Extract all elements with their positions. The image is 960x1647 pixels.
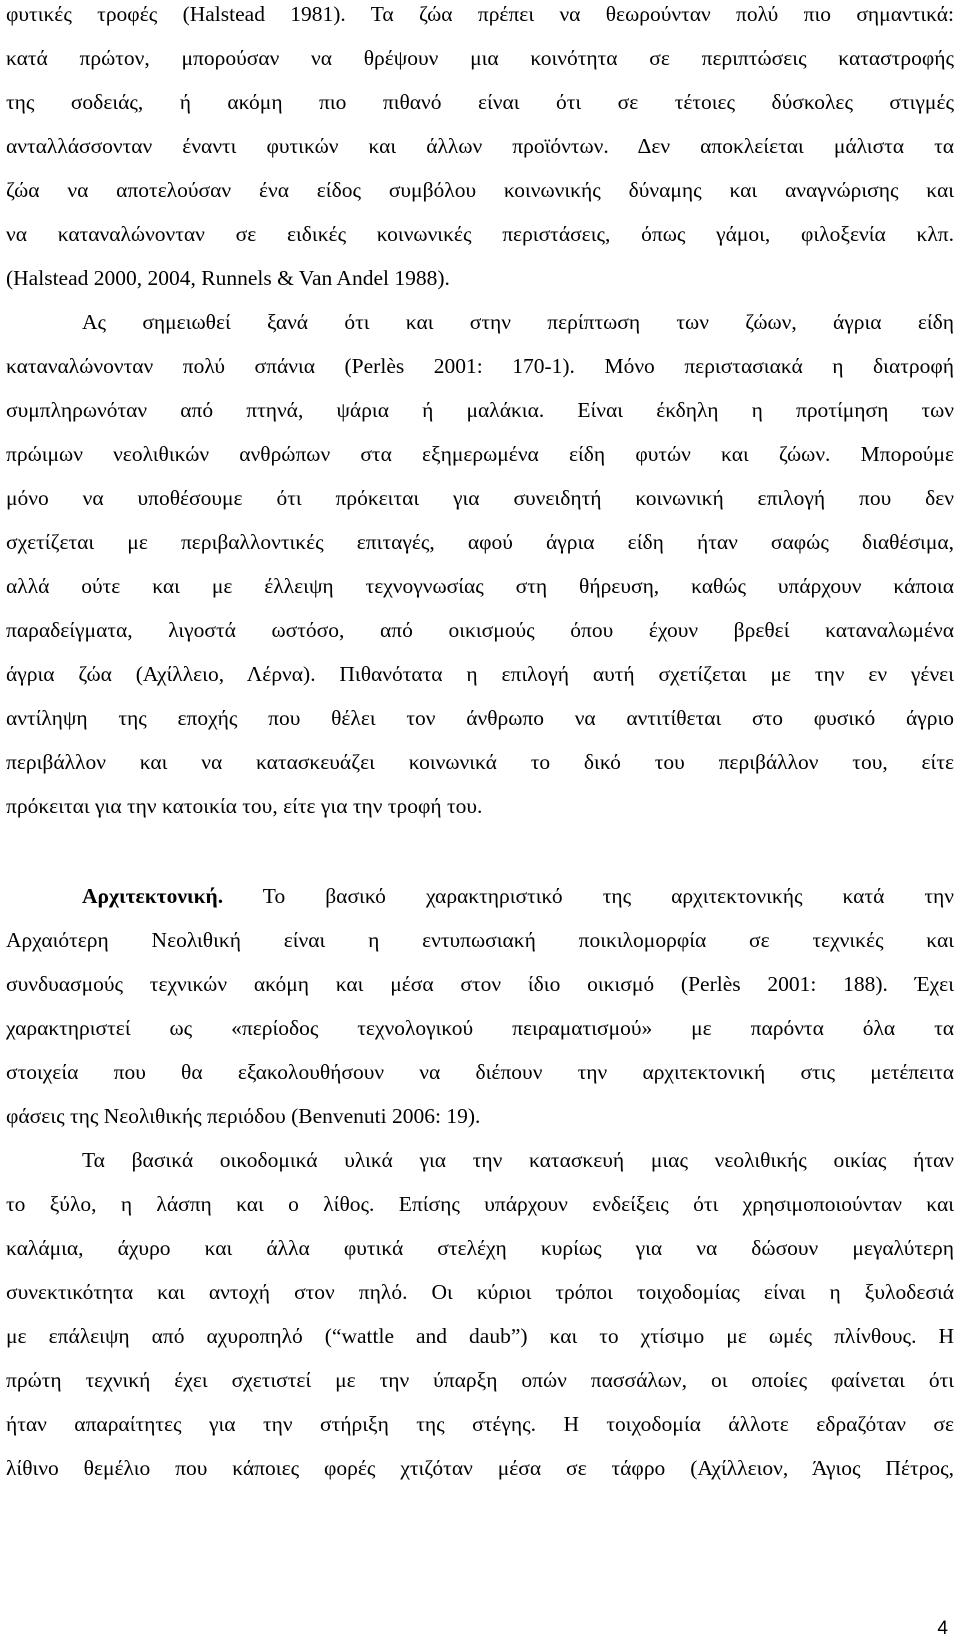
text-line: σχετίζεται με περιβαλλοντικές επιταγές, αφού άγρια είδη ήταν σαφώς διαθέσιμα, bbox=[6, 530, 954, 554]
text-line: περιβάλλον και να κατασκευάζει κοινωνικά το δικό του περιβάλλον του, είτε bbox=[6, 750, 954, 774]
text-line: κατά πρώτον, μπορούσαν να θρέψουν μια κοινότητα σε περιπτώσεις καταστροφής bbox=[6, 46, 954, 70]
text-line: άγρια ζώα (Αχίλλειο, Λέρνα). Πιθανότατα η επιλογή αυτή σχετίζεται με την εν γένει bbox=[6, 662, 954, 686]
text-line: συμπληρωνόταν από πτηνά, ψάρια ή μαλάκια. Είναι έκδηλη η προτίμηση των bbox=[6, 398, 954, 422]
text-line: αντίληψη της εποχής που θέλει τον άνθρωπο να αντιτίθεται στο φυσικό άγριο bbox=[6, 706, 954, 730]
text-line: παραδείγματα, λιγοστά ωστόσο, από οικισμούς όπου έχουν βρεθεί καταναλωμένα bbox=[6, 618, 954, 642]
text-line: ζώα να αποτελούσαν ένα είδος συμβόλου κοινωνικής δύναμης και αναγνώρισης και bbox=[6, 178, 954, 202]
text-line: φυτικές τροφές (Halstead 1981). Τα ζώα πρέπει να θεωρούνταν πολύ πιο σημαντικά: bbox=[6, 2, 954, 26]
text-line: καταναλώνονταν πολύ σπάνια (Perlès 2001: 170-1). Μόνο περιστασιακά η διατροφή bbox=[6, 354, 954, 378]
text-line: συνδυασμούς τεχνικών ακόμη και μέσα στον ίδιο οικισμό (Perlès 2001: 188). Έχει bbox=[6, 972, 954, 996]
text-line: χαρακτηριστεί ως «περίοδος τεχνολογικού πειραματισμού» με παρόντα όλα τα bbox=[6, 1016, 954, 1040]
text-line: (Halstead 2000, 2004, Runnels & Van Andel 1988). bbox=[6, 266, 450, 290]
text-line: πρώιμων νεολιθικών ανθρώπων στα εξημερωμένα είδη φυτών και ζώων. Μπορούμε bbox=[6, 442, 954, 466]
text-line: λίθινο θεμέλιο που κάποιες φορές χτιζόταν μέσα σε τάφρο (Αχίλλειον, Άγιος Πέτρος, bbox=[6, 1456, 954, 1480]
text-line: μόνο να υποθέσουμε ότι πρόκειται για συνειδητή κοινωνική επιλογή που δεν bbox=[6, 486, 954, 510]
text-line: Ας σημειωθεί ξανά ότι και στην περίπτωση των ζώων, άγρια είδη bbox=[82, 310, 954, 334]
text-line: να καταναλώνονταν σε ειδικές κοινωνικές περιστάσεις, όπως γάμοι, φιλοξενία κλπ. bbox=[6, 222, 954, 246]
text-line: Τα βασικά οικοδομικά υλικά για την κατασκευή μιας νεολιθικής οικίας ήταν bbox=[82, 1148, 954, 1172]
text-line: καλάμια, άχυρο και άλλα φυτικά στελέχη κυρίως για να δώσουν μεγαλύτερη bbox=[6, 1236, 954, 1260]
text-line: ανταλλάσσονταν έναντι φυτικών και άλλων προϊόντων. Δεν αποκλείεται μάλιστα τα bbox=[6, 134, 954, 158]
text-line: αλλά ούτε και με έλλειψη τεχνογνωσίας στη θήρευση, καθώς υπάρχουν κάποια bbox=[6, 574, 954, 598]
text-line: με επάλειψη από αχυροπηλό (“wattle and daub”) και το χτίσιμο με ωμές πλίνθους. Η bbox=[6, 1324, 954, 1348]
text-run: Το βασικό χαρακτηριστικό της αρχιτεκτονικής κατά την bbox=[223, 884, 954, 908]
text-line: στοιχεία που θα εξακολουθήσουν να διέπουν την αρχιτεκτονική στις μετέπειτα bbox=[6, 1060, 954, 1084]
page-number: 4 bbox=[937, 1618, 948, 1639]
text-line: πρόκειται για την κατοικία του, είτε για την τροφή του. bbox=[6, 794, 483, 818]
section-heading: Αρχιτεκτονική. bbox=[82, 884, 224, 908]
text-line: φάσεις της Νεολιθικής περιόδου (Benvenuti 2006: 19). bbox=[6, 1104, 481, 1128]
text-line: το ξύλο, η λάσπη και ο λίθος. Επίσης υπάρχουν ενδείξεις ότι χρησιμοποιούνταν και bbox=[6, 1192, 954, 1216]
text-line: Αρχαιότερη Νεολιθική είναι η εντυπωσιακή ποικιλομορφία σε τεχνικές και bbox=[6, 928, 954, 952]
text-line bbox=[6, 876, 954, 916]
text-line: πρώτη τεχνική έχει σχετιστεί με την ύπαρξη οπών πασσάλων, οι οποίες φαίνεται ότι bbox=[6, 1368, 954, 1392]
text-line: ήταν απαραίτητες για την στήριξη της στέγης. Η τοιχοδομία άλλοτε εδραζόταν σε bbox=[6, 1412, 954, 1436]
text-line: της σοδειάς, ή ακόμη πιο πιθανό είναι ότι σε τέτοιες δύσκολες στιγμές bbox=[6, 90, 954, 114]
text-line: συνεκτικότητα και αντοχή στον πηλό. Οι κύριοι τρόποι τοιχοδομίας είναι η ξυλοδεσιά bbox=[6, 1280, 954, 1304]
